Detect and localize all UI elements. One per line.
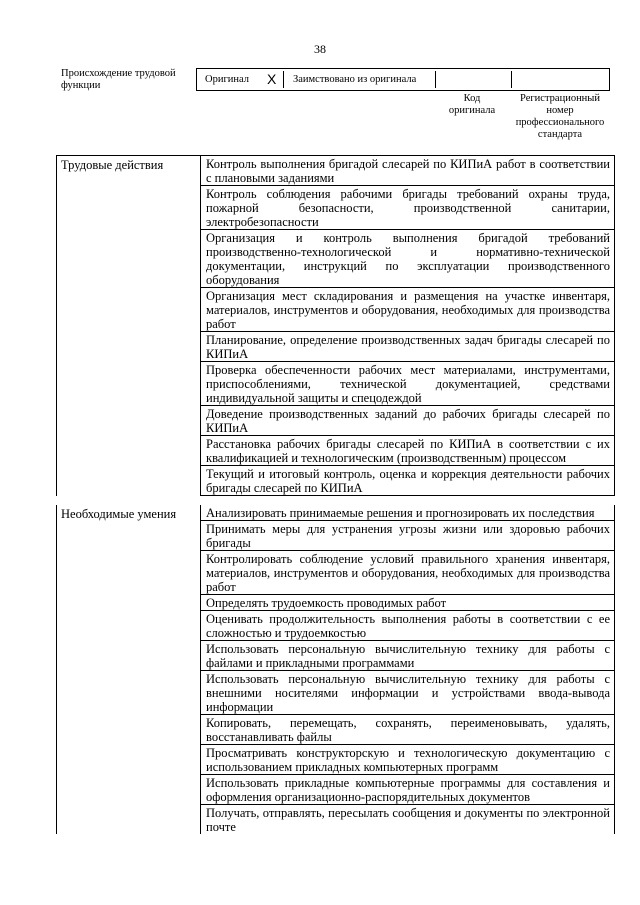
labor-action-item: Планирование, определение производственных задач бригады слесарей по КИПиА (201, 332, 614, 362)
labor-action-item: Проверка обеспеченности рабочих мест материалами, инструментами, приспособлениями, технической документацией, средствами индивидуальной защиты и спецодеждой (201, 362, 614, 406)
origin-divider (435, 71, 436, 88)
skill-item: Копировать, перемещать, сохранять, переименовывать, удалять, восстанавливать файлы (201, 715, 614, 745)
reg-number-label: Регистрационный номер профессионального стандарта (515, 93, 605, 140)
skill-item: Просматривать конструкторскую и технологическую документацию с использованием прикладных компьютерных программ (201, 745, 614, 775)
skill-item: Определять трудоемкость проводимых работ (201, 595, 614, 611)
labor-action-item: Расстановка рабочих бригады слесарей по КИПиА в соответствии с их квалификацией и технологическим (производственным) процессом (201, 436, 614, 466)
skill-item: Принимать меры для устранения угрозы жизни или здоровью рабочих бригады (201, 521, 614, 551)
skill-item: Оценивать продолжительность выполнения работы в соответствии с ее сложностью и трудоемкостью (201, 611, 614, 641)
labor-actions-section (56, 155, 615, 496)
skill-item: Использовать персональную вычислительную технику для работы с файлами и прикладными программами (201, 641, 614, 671)
origin-divider (511, 71, 512, 88)
labor-action-item: Контроль выполнения бригадой слесарей по КИПиА работ в соответствии с плановыми заданиями (201, 156, 614, 186)
skill-item: Получать, отправлять, пересылать сообщения и документы по электронной почте (206, 806, 610, 834)
origin-box (196, 68, 610, 91)
required-skills-section (56, 505, 615, 834)
labor-action-item: Доведение производственных заданий до рабочих бригады слесарей по КИПиА (201, 406, 614, 436)
skill-item: Использовать персональную вычислительную технику для работы с внешними носителями информации и устройствами ввода-вывода информации (201, 671, 614, 715)
required-skills-label: Необходимые умения (61, 507, 177, 521)
labor-action-item: Текущий и итоговый контроль, оценка и коррекция деятельности рабочих бригады слесарей по КИПиА (201, 466, 614, 496)
origin-original: Оригинал (205, 74, 249, 85)
labor-actions-list (200, 156, 614, 496)
labor-action-item: Организация мест складирования и размещения на участке инвентаря, материалов, инструментов и оборудования, необходимых для производства работ (201, 288, 614, 332)
origin-divider (283, 71, 284, 88)
origin-mark: X (267, 71, 277, 87)
skill-item: Контролировать соблюдение условий правильного хранения инвентаря, материалов, инструментов и оборудования, необходимых для производства работ (201, 551, 614, 595)
labor-action-item: Контроль соблюдения рабочими бригады требований охраны труда, пожарной безопасности, производственной санитарии, электробезопасности (201, 186, 614, 230)
required-skills-list (200, 505, 614, 834)
skill-item: Анализировать принимаемые решения и прогнозировать их последствия (201, 505, 614, 521)
skill-item: Использовать прикладные компьютерные программы для составления и оформления организационно-распорядительных документов (201, 775, 614, 805)
labor-actions-label: Трудовые действия (61, 158, 164, 172)
labor-action-item: Организация и контроль выполнения бригадой требований производственно-технологической и нормативно-технической документации, инструкций по эксплуатации производственного оборудования (201, 230, 614, 288)
origin-label: Происхождение трудовой функции (61, 68, 176, 91)
origin-borrowed: Заимствовано из оригинала (293, 74, 417, 85)
page-number: 38 (314, 42, 326, 56)
code-label: Код оригинала (448, 93, 496, 116)
